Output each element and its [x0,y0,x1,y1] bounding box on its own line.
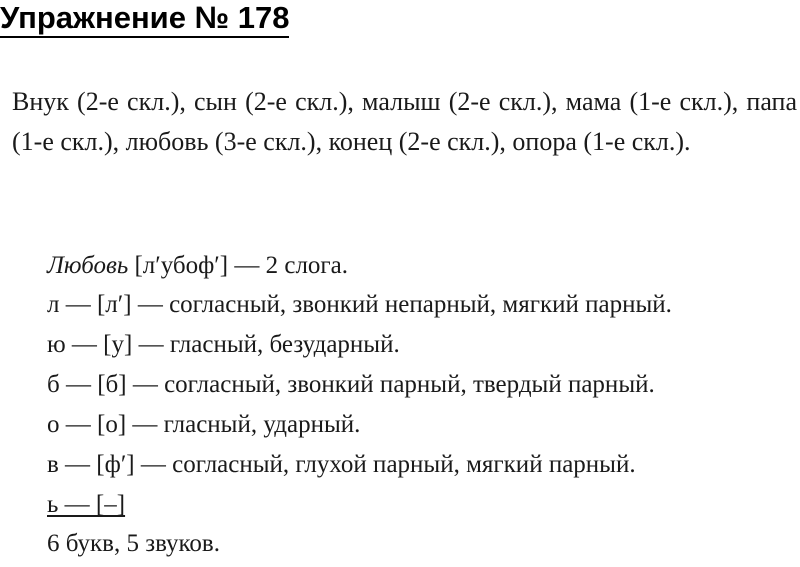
declension-paragraph: Внук (2-е скл.), сын (2-е скл.), малыш (2-е скл.), мама (1-е скл.), папа (1-е скл.), любовь (3-е скл.), конец (2-е скл.), опора (1-е скл.). [12,87,797,156]
sound-line: ю — [у] — гласный, безударный. [47,331,400,358]
transcription: [л′убоф′] — 2 слога. [134,252,349,279]
sound-line-soft-sign: ь — [–] [47,491,126,518]
sound-line: л — [л′] — согласный, звонкий непарный, мягкий парный. [47,291,672,318]
sound-line: в — [ф′] — согласный, глухой парный, мягкий парный. [47,451,636,478]
sound-line: о — [о] — гласный, ударный. [47,411,361,438]
word-analysis-header [47,250,348,282]
analyzed-word: Любовь [47,252,129,279]
letters-sounds-summary: 6 букв, 5 звуков. [47,530,220,557]
sound-line: б — [б] — согласный, звонкий парный, твердый парный. [47,371,655,398]
exercise-title: Упражнение № 178 [0,0,289,38]
